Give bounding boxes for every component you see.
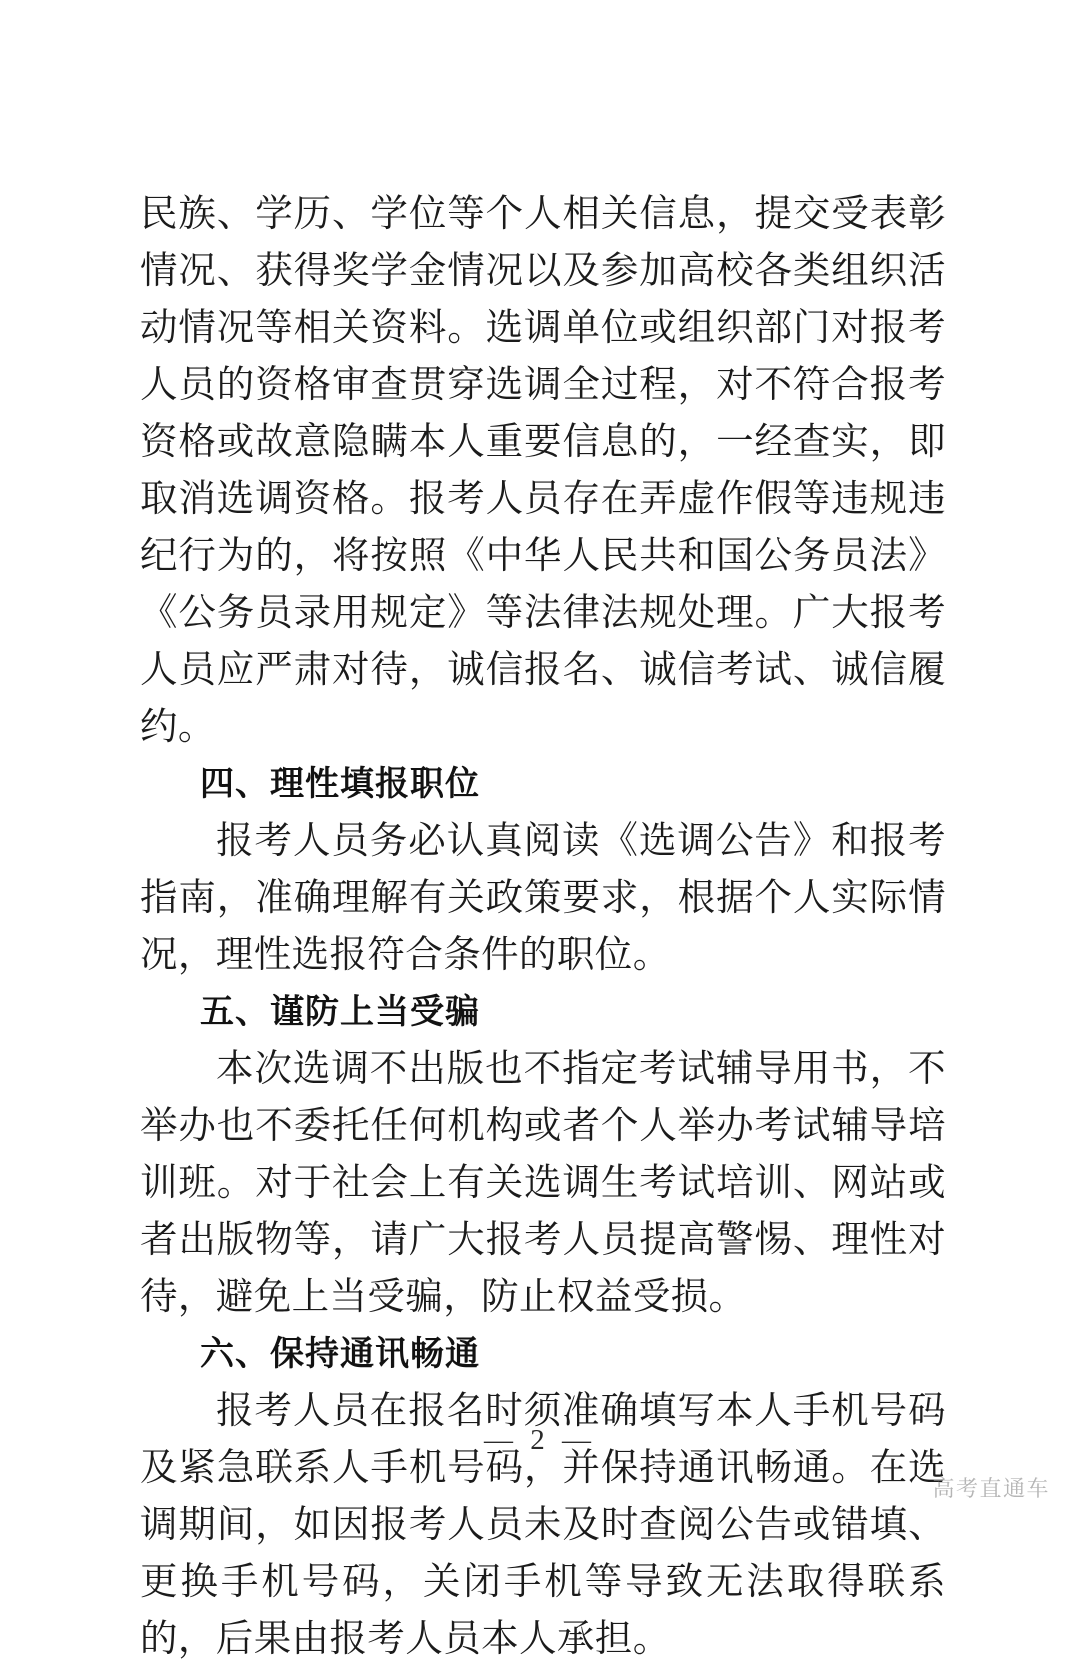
section-heading-4: 四、理性填报职位 bbox=[200, 765, 480, 803]
section-paragraph-6: 报考人员在报名时须准确填写本人手机号码及紧急联系人手机号码，并保持通讯畅通。在选调期间，如因报考人员未及时查阅公告或错填、更换手机号码，关闭手机等导致无法取得联系的，后果由报考人员本人承担。 bbox=[140, 1391, 946, 1660]
page-number: — 2 — bbox=[484, 1424, 596, 1456]
section-heading-6: 六、保持通讯畅通 bbox=[200, 1335, 480, 1373]
section-paragraph-5: 本次选调不出版也不指定考试辅导用书，不举办也不委托任何机构或者个人举办考试辅导培训班。对于社会上有关选调生考试培训、网站或者出版物等，请广大报考人员提高警惕、理性对待，避免上当受骗，防止权益受损。 bbox=[140, 1049, 946, 1318]
paragraph-continued: 民族、学历、学位等个人相关信息，提交受表彰情况、获得奖学金情况以及参加高校各类组织活动情况等相关资料。选调单位或组织部门对报考人员的资格审查贯穿选调全过程，对不符合报考资格或故意隐瞒本人重要信息的，一经查实，即取消选调资格。报考人员存在弄虚作假等违规违纪行为的，将按照《中华人民共和国公务员法》《公务员录用规定》等法律法规处理。广大报考人员应严肃对待，诚信报名、诚信考试、诚信履约。 bbox=[140, 194, 946, 748]
watermark: 高考直通车 bbox=[932, 1476, 1050, 1501]
section-heading-5: 五、谨防上当受骗 bbox=[200, 993, 480, 1031]
section-paragraph-4: 报考人员务必认真阅读《选调公告》和报考指南，准确理解有关政策要求，根据个人实际情况，理性选报符合条件的职位。 bbox=[140, 821, 946, 976]
